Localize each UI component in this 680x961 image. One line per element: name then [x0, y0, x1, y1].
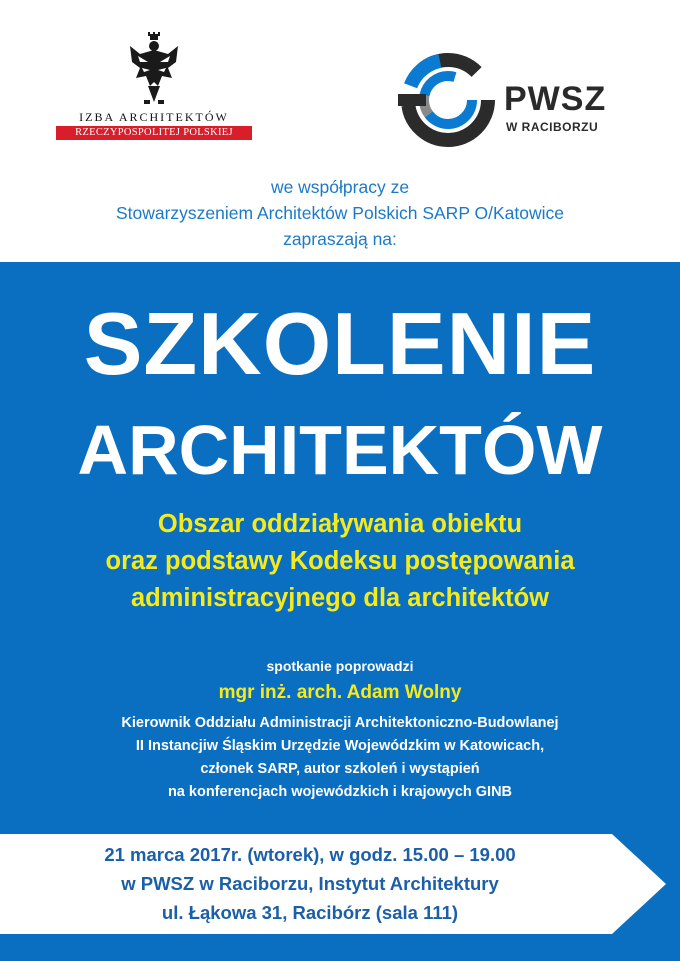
- event-details: [0, 840, 620, 927]
- ring-logo-icon: [398, 50, 498, 150]
- bio-line: Kierownik Oddziału Administracji Architektoniczno-Budowlanej: [121, 715, 559, 731]
- logo-left-band: RZECZYPOSPOLITEJ POLSKIEJ: [56, 126, 252, 140]
- logo-right-word: PWSZ: [504, 80, 607, 118]
- logo-izba-architektow: [54, 30, 254, 142]
- details-line: 21 marca 2017r. (wtorek), w godz. 15.00 – 19.00: [104, 844, 516, 865]
- eagle-emblem-icon: [128, 32, 180, 108]
- logo-right-city: W RACIBORZU: [506, 120, 599, 134]
- bio-line: członek SARP, autor szkoleń i wystąpień: [200, 761, 480, 777]
- subtitle-line: oraz podstawy Kodeksu postępowania: [105, 547, 575, 575]
- logo-left-name: IZBA ARCHITEKTÓW: [79, 110, 229, 124]
- bio-line: na konferencjach wojewódzkich i krajowych GINB: [167, 784, 513, 800]
- intro-text: [0, 174, 680, 252]
- intro-line: we współpracy ze: [270, 177, 410, 197]
- bio-line: II Instancjiw Śląskim Urzędzie Wojewódzkim w Katowicach,: [135, 738, 545, 754]
- title-line-2: ARCHITEKTÓW: [77, 411, 603, 489]
- details-line: ul. Łąkowa 31, Racibórz (sala 111): [161, 902, 459, 923]
- subtitle: [0, 506, 680, 617]
- intro-line: Stowarzyszeniem Architektów Polskich SARP O/Katowice: [115, 203, 565, 223]
- speaker-name: mgr inż. arch. Adam Wolny: [218, 682, 462, 703]
- logo-pwsz: [398, 50, 638, 150]
- lead-text: spotkanie poprowadzi: [266, 658, 414, 674]
- title-line-1: SZKOLENIE: [83, 294, 597, 393]
- subtitle-line: Obszar oddziaływania obiektu: [157, 510, 523, 538]
- intro-line: zapraszają na:: [283, 229, 397, 249]
- subtitle-line: administracyjnego dla architektów: [130, 584, 550, 612]
- details-line: w PWSZ w Raciborzu, Instytut Architektury: [121, 873, 499, 894]
- speaker-bio: [0, 712, 680, 804]
